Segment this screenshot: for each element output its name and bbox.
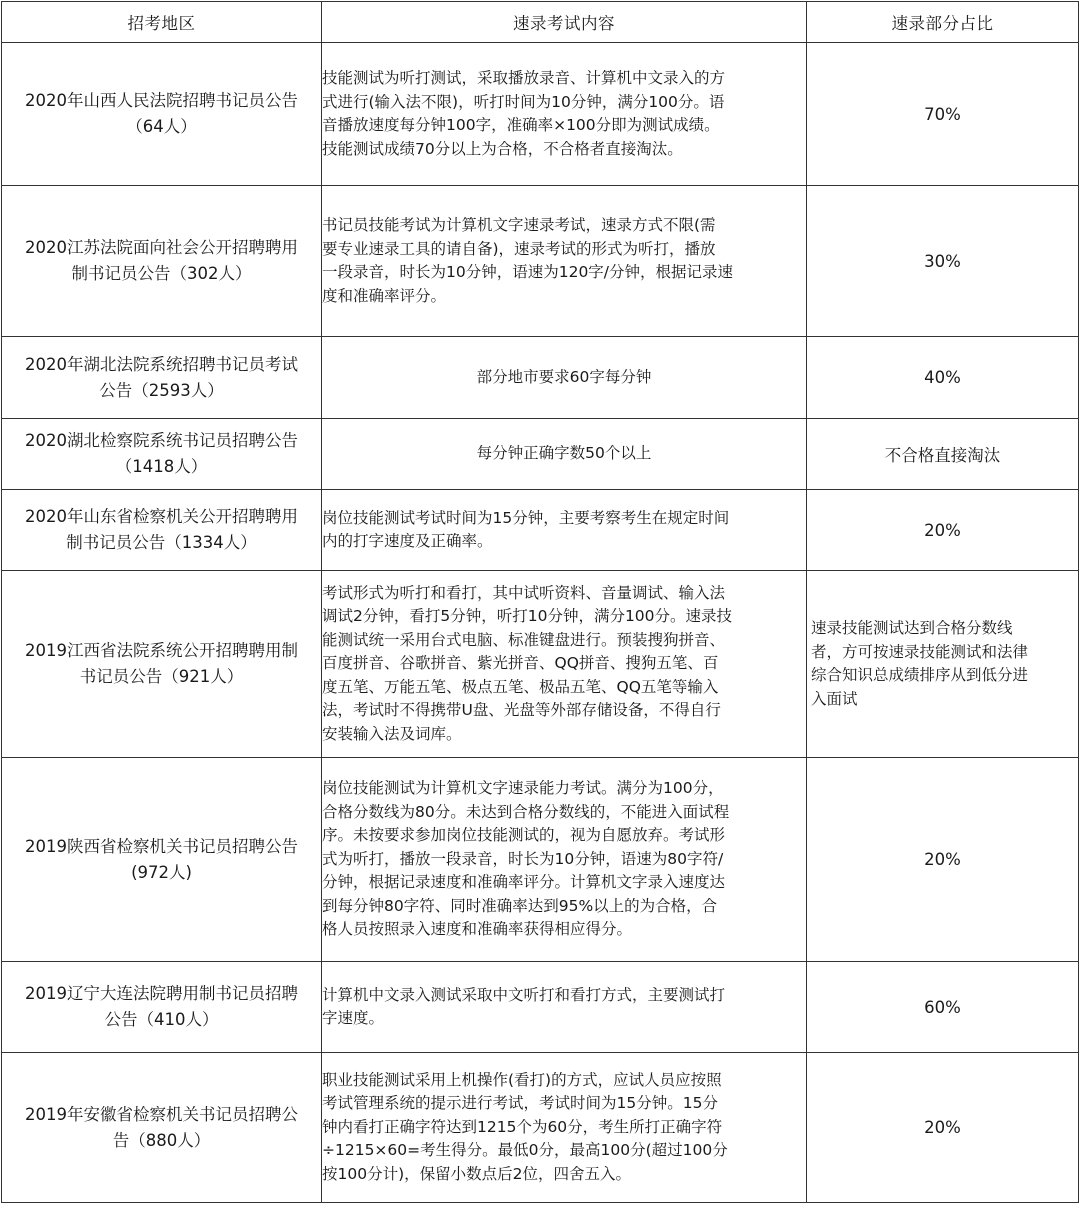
content-line: 岗位技能测试为计算机文字速录能力考试。满分为100分， bbox=[322, 779, 724, 798]
content-line: 序。未按要求参加岗位技能测试的，视为自愿放弃。考试形 bbox=[322, 826, 726, 845]
content-line: 度五笔、万能五笔、极点五笔、极品五笔、QQ五笔等输入 bbox=[322, 677, 719, 696]
ratio-cell bbox=[807, 186, 1079, 337]
content-line: 技能测试成绩70分以上为合格，不合格者直接淘汰。 bbox=[322, 139, 683, 158]
content-line: 音播放速度每分钟100字，准确率×100分即为测试成绩。 bbox=[322, 116, 720, 134]
ratio-cell bbox=[807, 758, 1079, 962]
content-line: 合格分数线为80分。未达到合格分数线的，不能进入面试程 bbox=[322, 802, 730, 821]
region-line: 书记员公告（921人） bbox=[79, 667, 244, 686]
content-line: 一段录音，时长为10分钟，语速为120字/分钟，根据记录速 bbox=[322, 263, 734, 281]
content-line: 式为听打，播放一段录音，时长为10分钟，语速为80字符/ bbox=[322, 849, 724, 868]
ratio-value: 40% bbox=[924, 368, 961, 387]
ratio-value: 20% bbox=[924, 1118, 961, 1137]
region-line: 2020湖北检察院系统书记员招聘公告 bbox=[25, 431, 298, 450]
content-line: 职业技能测试采用上机操作(看打)的方式，应试人员应按照 bbox=[322, 1070, 722, 1089]
content-cell bbox=[322, 337, 807, 419]
content-line: ÷1215×60=考生得分。最低0分，最高100分(超过100分 bbox=[322, 1141, 728, 1160]
table-row bbox=[2, 571, 1079, 758]
ratio-cell bbox=[807, 337, 1079, 419]
ratio-line: 者，方可按速录技能测试和法律 bbox=[811, 642, 1029, 661]
table-row bbox=[2, 490, 1079, 571]
content-line: 百度拼音、谷歌拼音、紫光拼音、QQ拼音、搜狗五笔、百 bbox=[322, 654, 719, 673]
content-line: 安装输入法及词库。 bbox=[322, 724, 462, 743]
content-line: 格人员按照录入速度和准确率获得相应得分。 bbox=[322, 920, 633, 939]
header-content: 速录考试内容 bbox=[322, 2, 807, 43]
table-row bbox=[2, 419, 1079, 490]
ratio-value: 30% bbox=[924, 251, 961, 271]
region-cell bbox=[2, 1053, 322, 1203]
region-line: 2019年安徽省检察机关书记员招聘公 bbox=[25, 1104, 298, 1124]
content-cell bbox=[322, 490, 807, 571]
content-line: 法，考试时不得携带U盘、光盘等外部存储设备，不得自行 bbox=[322, 701, 721, 720]
content-line: 考试管理系统的提示进行考试，考试时间为15分钟。15分 bbox=[322, 1094, 718, 1113]
region-line: （1418人） bbox=[115, 457, 208, 476]
region-line: 2019辽宁大连法院聘用制书记员招聘 bbox=[25, 984, 298, 1003]
ratio-value: 20% bbox=[924, 850, 961, 869]
region-cell bbox=[2, 186, 322, 337]
content-cell bbox=[322, 758, 807, 962]
region-line: (972人) bbox=[131, 862, 192, 882]
region-cell bbox=[2, 43, 322, 186]
content-cell bbox=[322, 186, 807, 337]
region-line: 2019江西省法院系统公开招聘聘用制 bbox=[25, 641, 298, 660]
region-line: 2020年湖北法院系统招聘书记员考试 bbox=[25, 354, 298, 374]
content-line: 度和准确率评分。 bbox=[322, 286, 447, 305]
content-line: 考试形式为听打和看打，其中试听资料、音量调试、输入法 bbox=[322, 583, 726, 602]
table-row bbox=[2, 337, 1079, 419]
ratio-cell bbox=[807, 1053, 1079, 1203]
ratio-line: 综合知识总成绩排序从到低分进 bbox=[811, 666, 1029, 684]
content-line: 岗位技能测试考试时间为15分钟，主要考察考生在规定时间 bbox=[322, 508, 730, 527]
region-line: （64人） bbox=[126, 117, 197, 136]
region-line: 公告（410人） bbox=[104, 1010, 219, 1029]
ratio-value: 不合格直接淘汰 bbox=[884, 446, 1001, 465]
content-line: 调试2分钟，看打5分钟，听打10分钟，满分100分。速录技 bbox=[322, 607, 733, 626]
ratio-value: 60% bbox=[924, 997, 961, 1017]
region-cell bbox=[2, 962, 322, 1053]
region-cell bbox=[2, 419, 322, 490]
content-line: 按100分计)，保留小数点后2位，四舍五入。 bbox=[322, 1164, 631, 1183]
content-line: 技能测试为听打测试，采取播放录音、计算机中文录入的方 bbox=[322, 69, 726, 87]
content-line: 钟内看打正确字符达到1215个为60分，考生所打正确字符 bbox=[322, 1117, 723, 1136]
region-line: 制书记员公告（1334人） bbox=[66, 533, 257, 552]
region-line: 告（880人） bbox=[112, 1130, 211, 1150]
region-cell bbox=[2, 571, 322, 758]
content-line: 要专业速录工具的请自备)，速录考试的形式为听打，播放 bbox=[322, 239, 716, 258]
ratio-cell bbox=[807, 490, 1079, 571]
ratio-value: 70% bbox=[924, 104, 961, 124]
exam-requirements-table bbox=[1, 1, 1079, 1203]
region-line: 2020年山东省检察机关公开招聘聘用 bbox=[25, 507, 298, 526]
region-line: 制书记员公告（302人） bbox=[71, 264, 252, 283]
table-row bbox=[2, 962, 1079, 1053]
ratio-cell bbox=[807, 571, 1079, 758]
content-line: 能测试统一采用台式电脑、标准键盘进行。预装搜狗拼音、 bbox=[322, 630, 726, 649]
content-cell bbox=[322, 962, 807, 1053]
region-line: 2020年山西人民法院招聘书记员公告 bbox=[25, 91, 298, 110]
content-line: 字速度。 bbox=[322, 1009, 385, 1027]
table-row bbox=[2, 43, 1079, 186]
content-line: 每分钟正确字数50个以上 bbox=[476, 444, 652, 463]
table-row bbox=[2, 186, 1079, 337]
content-line: 到每分钟80字符、同时准确率达到95%以上的为合格，合 bbox=[322, 896, 718, 915]
content-cell bbox=[322, 43, 807, 186]
content-line: 内的打字速度及正确率。 bbox=[322, 532, 493, 550]
content-line: 书记员技能考试为计算机文字速录考试，速录方式不限(需 bbox=[322, 216, 716, 234]
ratio-cell bbox=[807, 419, 1079, 490]
content-line: 分钟，根据记录速度和准确率评分。计算机文字录入速度达 bbox=[322, 873, 726, 892]
content-cell bbox=[322, 571, 807, 758]
content-cell bbox=[322, 419, 807, 490]
header-row bbox=[2, 2, 1079, 43]
region-line: 2020江苏法院面向社会公开招聘聘用 bbox=[25, 238, 298, 257]
region-line: 公告（2593人） bbox=[99, 380, 224, 400]
content-line: 式进行(输入法不限)，听打时间为10分钟，满分100分。语 bbox=[322, 92, 725, 111]
header-region: 招考地区 bbox=[2, 2, 322, 43]
ratio-line: 速录技能测试达到合格分数线 bbox=[811, 619, 1013, 637]
ratio-line: 入面试 bbox=[811, 689, 858, 708]
table-row bbox=[2, 758, 1079, 962]
ratio-value: 20% bbox=[924, 520, 961, 540]
content-line: 部分地市要求60字每分钟 bbox=[476, 367, 652, 386]
region-cell bbox=[2, 758, 322, 962]
ratio-cell bbox=[807, 43, 1079, 186]
region-cell bbox=[2, 490, 322, 571]
region-cell bbox=[2, 337, 322, 419]
content-line: 计算机中文录入测试采取中文听打和看打方式，主要测试打 bbox=[322, 985, 726, 1004]
table-row bbox=[2, 1053, 1079, 1203]
content-cell bbox=[322, 1053, 807, 1203]
ratio-cell bbox=[807, 962, 1079, 1053]
region-line: 2019陕西省检察机关书记员招聘公告 bbox=[25, 836, 298, 856]
header-ratio: 速录部分占比 bbox=[807, 2, 1079, 43]
